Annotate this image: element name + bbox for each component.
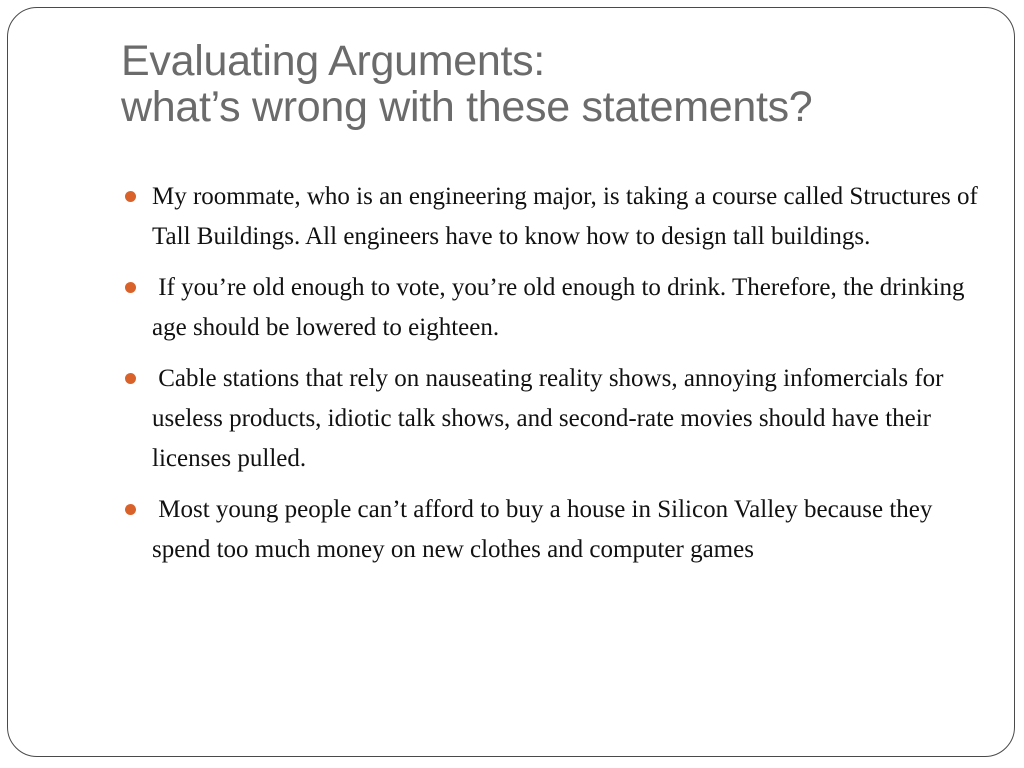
bullet-item-2 bbox=[121, 268, 981, 348]
bullet-dot-icon bbox=[125, 373, 136, 384]
bullet-dot-icon bbox=[125, 191, 136, 202]
slide-frame bbox=[7, 7, 1015, 757]
bullet-text-4: Most young people can’t afford to buy a house in Silicon Valley because they spend too much money on new clothes and computer games bbox=[152, 496, 939, 563]
title-line-1: Evaluating Arguments: bbox=[121, 37, 545, 85]
slide-title bbox=[121, 38, 1001, 130]
bullet-dot-icon bbox=[125, 282, 136, 293]
bullet-item-3 bbox=[121, 359, 981, 479]
bullet-text-3: Cable stations that rely on nauseating reality shows, annoying infomercials for useless products, idiotic talk shows, and second-rate movies should have their licenses pulled. bbox=[152, 365, 950, 472]
bullet-text-1: My roommate, who is an engineering major, is taking a course called Structures of Tall Buildings. All engineers have to know how to design tall buildings. bbox=[152, 183, 978, 250]
bullet-item-1 bbox=[121, 177, 981, 257]
bullet-dot-icon bbox=[125, 504, 136, 515]
title-line-2: what’s wrong with these statements? bbox=[121, 83, 813, 131]
bullet-item-4 bbox=[121, 490, 981, 570]
bullet-text-2: If you’re old enough to vote, you’re old enough to drink. Therefore, the drinking age should be lowered to eighteen. bbox=[152, 274, 971, 341]
bullet-list bbox=[121, 177, 981, 581]
